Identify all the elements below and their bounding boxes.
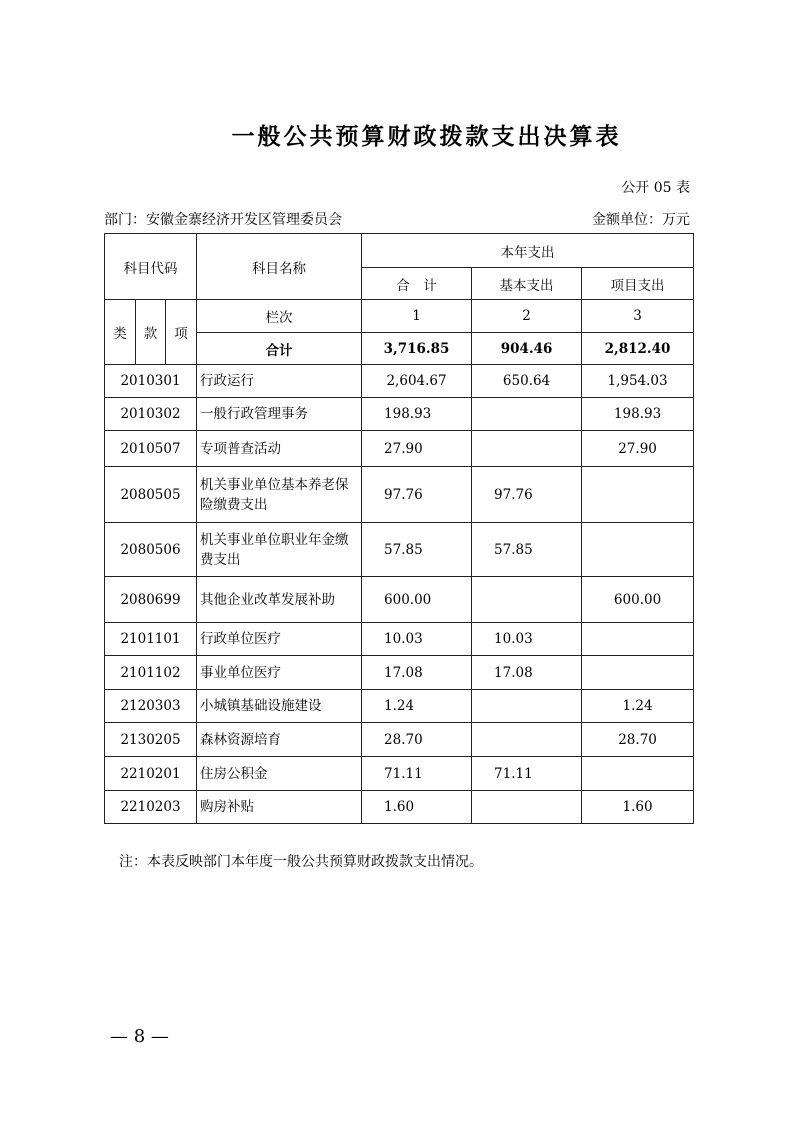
row-basic [472, 723, 582, 757]
row-basic [472, 431, 582, 467]
table-row [105, 467, 694, 523]
table-number: 公开 05 表 [621, 180, 690, 196]
sum-project: 2,812.40 [582, 333, 694, 365]
header-xiang: 项 [166, 300, 197, 365]
col-index-3: 3 [582, 300, 694, 333]
unit-label: 金额单位：万元 [592, 212, 690, 228]
row-total: 198.93 [362, 398, 472, 431]
row-name: 其他企业改革发展补助 [197, 577, 362, 623]
row-name: 住房公积金 [197, 757, 362, 791]
row-code: 2080506 [105, 523, 197, 577]
row-name: 森林资源培育 [197, 723, 362, 757]
row-name: 行政运行 [197, 365, 362, 398]
table-row [105, 523, 694, 577]
sum-total: 3,716.85 [362, 333, 472, 365]
row-basic: 71.11 [472, 757, 582, 791]
row-total: 57.85 [362, 523, 472, 577]
page-title: 一般公共预算财政拨款支出决算表 [231, 124, 622, 150]
row-name: 机关事业单位职业年金缴费支出 [197, 523, 362, 577]
footnote: 注：本表反映部门本年度一般公共预算财政拨款支出情况。 [119, 854, 483, 870]
table-row [105, 577, 694, 623]
table-row [105, 398, 694, 431]
page-number: — 8 — [110, 1026, 169, 1047]
row-total: 1.24 [362, 690, 472, 723]
row-project [582, 523, 694, 577]
col-index-1: 1 [362, 300, 472, 333]
row-code: 2210203 [105, 791, 197, 824]
sum-basic: 904.46 [472, 333, 582, 365]
row-code: 2120303 [105, 690, 197, 723]
row-project [582, 467, 694, 523]
row-name: 购房补贴 [197, 791, 362, 824]
expense-table [104, 233, 694, 824]
sum-label: 合计 [197, 333, 362, 365]
row-project [582, 656, 694, 690]
row-basic [472, 690, 582, 723]
row-total: 2,604.67 [362, 365, 472, 398]
row-total: 1.60 [362, 791, 472, 824]
header-project: 项目支出 [582, 268, 694, 300]
row-total: 600.00 [362, 577, 472, 623]
header-lanci: 栏次 [197, 300, 362, 333]
row-total: 71.11 [362, 757, 472, 791]
row-project: 27.90 [582, 431, 694, 467]
row-project: 1.60 [582, 791, 694, 824]
row-project: 198.93 [582, 398, 694, 431]
row-total: 10.03 [362, 623, 472, 656]
header-basic: 基本支出 [472, 268, 582, 300]
table-row [105, 757, 694, 791]
row-basic [472, 791, 582, 824]
header-name: 科目名称 [197, 234, 362, 300]
row-code: 2010301 [105, 365, 197, 398]
row-code: 2010302 [105, 398, 197, 431]
row-code: 2130205 [105, 723, 197, 757]
row-project: 600.00 [582, 577, 694, 623]
row-code: 2101101 [105, 623, 197, 656]
row-basic: 97.76 [472, 467, 582, 523]
row-name: 机关事业单位基本养老保险缴费支出 [197, 467, 362, 523]
row-name: 专项普查活动 [197, 431, 362, 467]
row-basic: 10.03 [472, 623, 582, 656]
row-basic: 57.85 [472, 523, 582, 577]
row-basic [472, 577, 582, 623]
table-row [105, 723, 694, 757]
table-row [105, 623, 694, 656]
table-row [105, 656, 694, 690]
row-name: 事业单位医疗 [197, 656, 362, 690]
row-basic: 650.64 [472, 365, 582, 398]
header-kuan: 款 [136, 300, 166, 365]
department-label: 部门：安徽金寨经济开发区管理委员会 [104, 212, 342, 228]
row-code: 2210201 [105, 757, 197, 791]
row-basic: 17.08 [472, 656, 582, 690]
row-code: 2010507 [105, 431, 197, 467]
row-code: 2080699 [105, 577, 197, 623]
header-total: 合 计 [362, 268, 472, 300]
row-name: 小城镇基础设施建设 [197, 690, 362, 723]
row-code: 2101102 [105, 656, 197, 690]
table-row [105, 365, 694, 398]
row-total: 17.08 [362, 656, 472, 690]
row-project: 1.24 [582, 690, 694, 723]
row-total: 27.90 [362, 431, 472, 467]
row-code: 2080505 [105, 467, 197, 523]
col-index-2: 2 [472, 300, 582, 333]
table-row [105, 431, 694, 467]
table-row [105, 791, 694, 824]
row-project [582, 623, 694, 656]
row-name: 行政单位医疗 [197, 623, 362, 656]
row-name: 一般行政管理事务 [197, 398, 362, 431]
row-project [582, 757, 694, 791]
table-row [105, 690, 694, 723]
header-lei: 类 [105, 300, 136, 365]
row-total: 28.70 [362, 723, 472, 757]
header-code: 科目代码 [105, 234, 197, 300]
row-project: 1,954.03 [582, 365, 694, 398]
header-year-expense: 本年支出 [362, 234, 694, 268]
row-total: 97.76 [362, 467, 472, 523]
row-basic [472, 398, 582, 431]
row-project: 28.70 [582, 723, 694, 757]
